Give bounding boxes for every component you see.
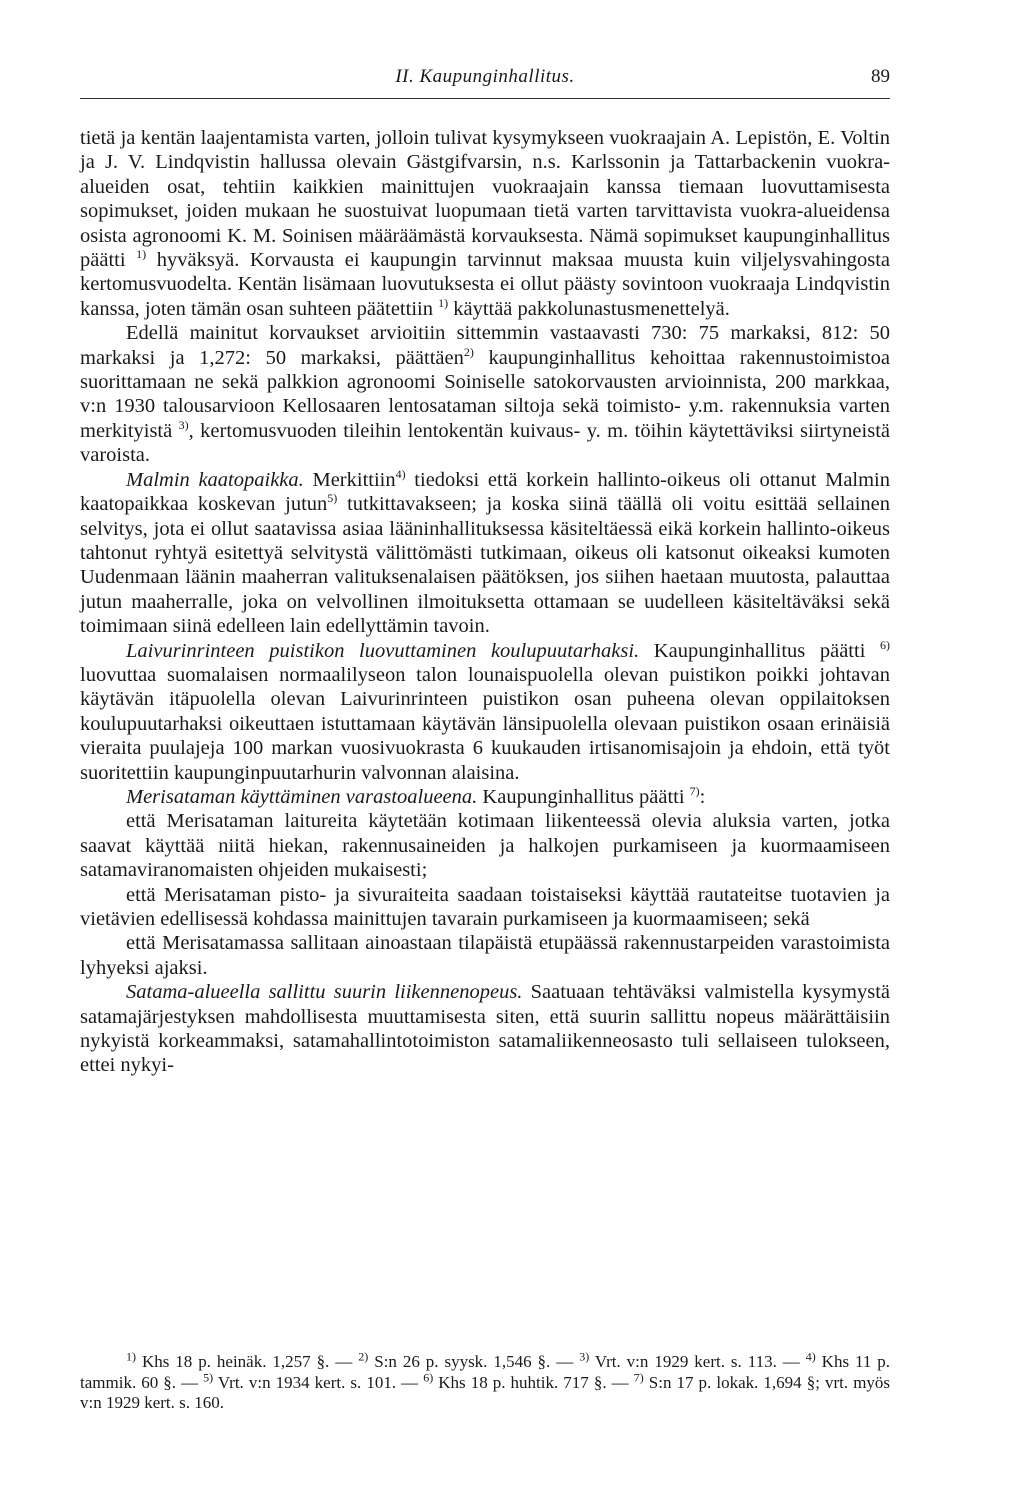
header-rule — [80, 98, 890, 99]
footnote-marker: 2) — [358, 1349, 369, 1364]
footnote-ref: 5) — [327, 491, 338, 506]
paragraph-text: , kertomusvuoden tileihin lentokentän kuivaus- y. m. töihin käytettäviksi siirtyneistä varoista. — [80, 419, 890, 467]
paragraph-text: Edellä mainitut korvaukset arvioitiin sittemmin vastaavasti 730: 75 markaksi, 812: 50 markaksi ja 1,272: 50 markaksi, päättäen — [80, 322, 890, 369]
footnote-marker: 4) — [805, 1349, 816, 1364]
paragraph-text: Kaupunginhallitus päätti — [653, 639, 866, 662]
footnote-text: Vrt. v:n 1929 kert. s. 113. — — [594, 1352, 800, 1371]
footnote-text: Khs 18 p. heinäk. 1,257 §. — — [141, 1352, 353, 1371]
footnote-ref: 6) — [880, 637, 890, 652]
paragraph-text: kaupunginhallitus kehoittaa rakennustoimistoa suorittamaan ne sekä palkkion agronoomi Soiniselle satokorvausten arvioinnista, 200 markkaa, v:n 1930 talousarvioon Kellosaaren lentosataman siltoja sekä toimisto- y.m. rakennuksia varten merkityistä — [80, 346, 891, 442]
paragraph-item-1: että Merisataman laitureita käytetään kotimaan liikenteessä olevia aluksia varten, jotka saavat käyttää niitä hiekan, rakennusaineiden ja halkojen purkamiseen ja kuormaamiseen satamaviranomaisten ohjeiden mukaisesti; — [80, 810, 890, 882]
paragraph-merisatama — [80, 785, 890, 809]
footnote-block — [80, 1349, 891, 1414]
footnote-marker: 5) — [203, 1369, 214, 1384]
paragraph-item-2: että Merisataman pisto- ja sivuraiteita saadaan toistaiseksi käyttää rautateitse tuotavien ja vietävien edellisessä kohdassa mainittujen tavarain purkamiseen ja kuormaamiseen; sekä — [80, 883, 890, 930]
footnote-text: S:n 26 p. syysk. 1,546 §. — — [374, 1352, 574, 1371]
section-heading: Malmin kaatopaikka. — [126, 468, 304, 491]
paragraph-liikennenopeus — [80, 980, 890, 1078]
footnote-ref: 2) — [463, 344, 474, 359]
paragraph-2 — [80, 321, 890, 467]
footnote-marker: 7) — [633, 1369, 644, 1384]
paragraph-text: tietä ja kentän laajentamista varten, jolloin tulivat kysymykseen vuokraajain A. Lepistön, E. Voltin ja J. V. Lindqvistin hallussa olevain Gästgifvarsin, n.s. Karlssonin ja Tattarbackenin vuokra-alueiden osat, tehtiin kaikkien mainittujen vuokraajain kanssa tiemaan luovuttamisesta sopimukset, joiden mukaan he suostuivat luopumaan tietä varten tarvittavista vuokra-alueidensa osista agronoomi K. M. Soinisen määräämästä korvauksesta. Nämä sopimukset kaupunginhallitus päätti — [80, 127, 890, 272]
footnote-marker: 1) — [126, 1349, 136, 1364]
page-number: 89 — [871, 66, 890, 87]
footnote-ref: 4) — [395, 466, 406, 481]
footnote-marker: 6) — [423, 1369, 434, 1384]
paragraph-text: luovuttaa suomalaisen normaalilyseon talon lounaispuolella olevan puistikon poikki johtavan käytävän itäpuolella olevan Laivurinrinteen puistikon osan puheena olevan oppilaitoksen koulupuutarhaksi oikeuttaen istuttamaan käytävän länsipuolella olevaan puistikon osaan erinäisiä vieraita puulajeja 100 markan vuosivuokrasta 6 kuukauden irtisanomisajoin ja ehdoin, että työt suoritettiin kaupunginpuutarhurin valvonnan alaisina. — [80, 663, 890, 784]
running-title: II. Kaupunginhallitus. — [395, 66, 575, 87]
paragraph-item-3: että Merisatamassa sallitaan ainoastaan tilapäistä etupäässä rakennustarpeiden varastoimista lyhyeksi ajaksi. — [80, 932, 890, 979]
paragraph-text: tiedoksi että korkein hallinto-oikeus oli ottanut Malmin kaatopaikkaa koskevan jutun — [80, 468, 891, 516]
footnote-ref: 3) — [178, 418, 189, 433]
footnote-text: Khs 18 p. huhtik. 717 §. — — [438, 1372, 629, 1392]
paragraph-text: hyväksyä. Korvausta ei kaupungin tarvinnut maksaa muusta kuin viljelysvahingosta kertomusvuodelta. Kentän lisämaan luovutuksesta ei ollut päästy sovintoon vuokraaja Lindqvistin kanssa, joten tämän osan suhteen päätettiin — [80, 249, 891, 320]
footnote-ref: 1) — [438, 296, 449, 311]
footnote-ref: 7) — [689, 784, 700, 799]
paragraph-text: Kaupunginhallitus päätti — [482, 785, 685, 808]
footnote-ref: 1) — [136, 247, 147, 262]
page-header — [80, 66, 890, 90]
paragraph-text: tutkittavakseen; ja koska siinä täällä oli voitu esittää sellainen selvitys, jota ei ollut saatavissa asiaa lääninhallituksessa käsiteltäessä eikä korkein hallinto-oikeus tahtonut ryhtyä esitettyä selvitystä välittömästi tutkimaan, oikeus oli katsonut oikeaksi kumoten Uudenmaan läänin maaherran valituksenalaisen päätöksen, jos siihen haetaan muutosta, palauttaa jutun maaherralle, joka on velvollinen ilmoituksetta ottamaan se uudelleen käsiteltäväksi sekä toimimaan siinä edelleen lain edellyttämin tavoin. — [80, 493, 890, 638]
footnote-text: S:n 17 p. lokak. 1,694 §; vrt. myös v:n 1929 kert. s. 160. — [80, 1372, 891, 1412]
paragraph-text: Saatuaan tehtäväksi valmistella kysymystä satamajärjestyksen mahdollisesta muuttamisesta siten, että suurin sallittu nopeus määrättäisiin nykyistä korkeammaksi, satamahallintotoimiston satamaliikenneosasto tuli sellaiseen tulokseen, ettei nykyi- — [80, 981, 891, 1077]
paragraph-text: : — [699, 785, 706, 808]
section-heading: Laivurinrinteen puistikon luovuttaminen koulupuutarhaksi. — [126, 639, 640, 662]
paragraph-laivurinrinne — [80, 639, 890, 785]
footnote-marker: 3) — [579, 1349, 590, 1364]
paragraph-text: Merkittiin — [312, 468, 396, 491]
paragraph-text: käyttää pakkolunastusmenettelyä. — [453, 297, 730, 320]
footnote-text: Khs 11 p. tammik. 60 §. — — [80, 1352, 891, 1392]
footnotes — [80, 1349, 891, 1414]
body-text — [80, 126, 890, 1078]
section-heading: Merisataman käyttäminen varastoalueena. — [126, 785, 478, 808]
paragraph-malmin — [80, 468, 890, 639]
footnote-text: Vrt. v:n 1934 kert. s. 101. — — [217, 1372, 419, 1392]
section-heading: Satama-alueella sallittu suurin liikennenopeus. — [126, 981, 523, 1004]
paragraph-1 — [80, 126, 890, 321]
